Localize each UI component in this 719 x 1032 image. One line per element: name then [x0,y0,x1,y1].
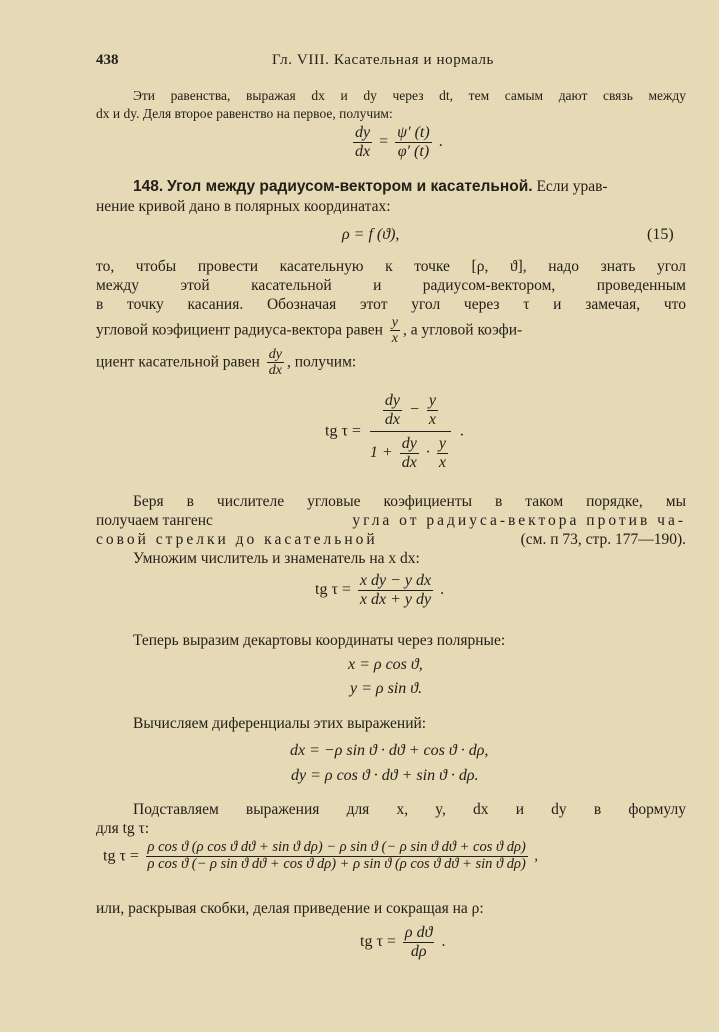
para5-line-2: для tg τ: [96,820,150,837]
para1-line-4: угловой коэфициент радиуса-вектора равен $\frac{y}{x}$ , а угловой коэфи- [96,315,523,347]
equation-15-label: (15) [647,226,674,243]
section-title: Угол между радиусом-вектором и касательной. [167,178,533,195]
running-title: Гл. VIII. Касательная и нормаль [272,52,494,68]
para1-line-5: циент касательной равен $\frac{dy}{dx}$ , получим: [96,347,357,379]
para3-line-1: Теперь выразим декартовы координаты через полярные: [133,632,506,649]
para2-line-4: Умножим числитель и знаменатель на x dx: [133,550,420,567]
equation-y: y = ρ sin ϑ. [350,680,423,697]
equation-15: ρ = f (ϑ), [342,226,400,243]
section-number: 148. [133,178,164,195]
para5-line-1: Подставляем выражения для x, y, dx и dy в формулу [133,801,686,818]
para1-line-3: в точку касания. Обозначая этот угол через τ и замечая, что [96,296,686,313]
section-title-rest: Если урав- [536,178,608,195]
equation-dy-dx: $\frac{dy}{dx}$ = $\frac{\psi' (t)}{\varphi' (t)}$ . [355,124,443,160]
para1-line-2: между этой касательной и радиусом-вектором, проведенным [96,277,686,294]
page-number: 438 [96,52,119,68]
para2-line-1: Беря в числителе угловые коэфициенты в таком порядке, мы [133,493,686,510]
para6-line-1: или, раскрывая скобки, делая приведение и сокращая на ρ: [96,900,484,917]
equation-tg-4: tg τ = $\frac{\text{ρ dϑ}}{d\rho}$ . [360,924,446,960]
equation-tg-2: tg τ = $\frac{\text{x dy − y dx}}{\text{x dx + y dy}}$ . [315,572,445,608]
section-line-2: нение кривой дано в полярных координатах: [96,198,391,215]
equation-x: x = ρ cos ϑ, [348,656,423,673]
para2-line-2: получаем тангенс угла от радиуса-вектора против ча- [96,512,686,529]
intro-line-1: Эти равенства, выражая dx и dy через dt, тем самым дают связь между [133,88,686,103]
para4-line-1: Вычисляем диференциалы этих выражений: [133,715,427,732]
equation-tg-3: tg τ = ρ cos ϑ (ρ cos ϑ dϑ + sin ϑ dρ) − ρ sin ϑ (− ρ sin ϑ dϑ + cos ϑ dρ) ρ cos ϑ (− ρ sin ϑ dϑ + cos ϑ dρ) + ρ sin ϑ (ρ cos ϑ dϑ + sin ϑ dρ) , [103,839,539,872]
para1-line-1: то, чтобы провести касательную к точке [ρ, ϑ], надо знать угол [96,258,686,275]
section-heading [133,177,608,196]
intro-line-2: dx и dy. Деля второе равенство на первое, получим: [96,106,393,121]
equation-dy: dy = ρ cos ϑ · dϑ + sin ϑ · dρ. [291,767,479,784]
equation-tg-1: tg τ = $\frac{dy}{dx}$ − $\frac{y}{x}$ 1 + $\frac{dy}{dx}$ · $\frac{y}{x}$ . [325,392,464,471]
para2-line-3: совой стрелки до касательной (см. п 73, стр. 177—190). [96,531,686,548]
equation-dx: dx = −ρ sin ϑ · dϑ + cos ϑ · dρ, [290,742,489,759]
